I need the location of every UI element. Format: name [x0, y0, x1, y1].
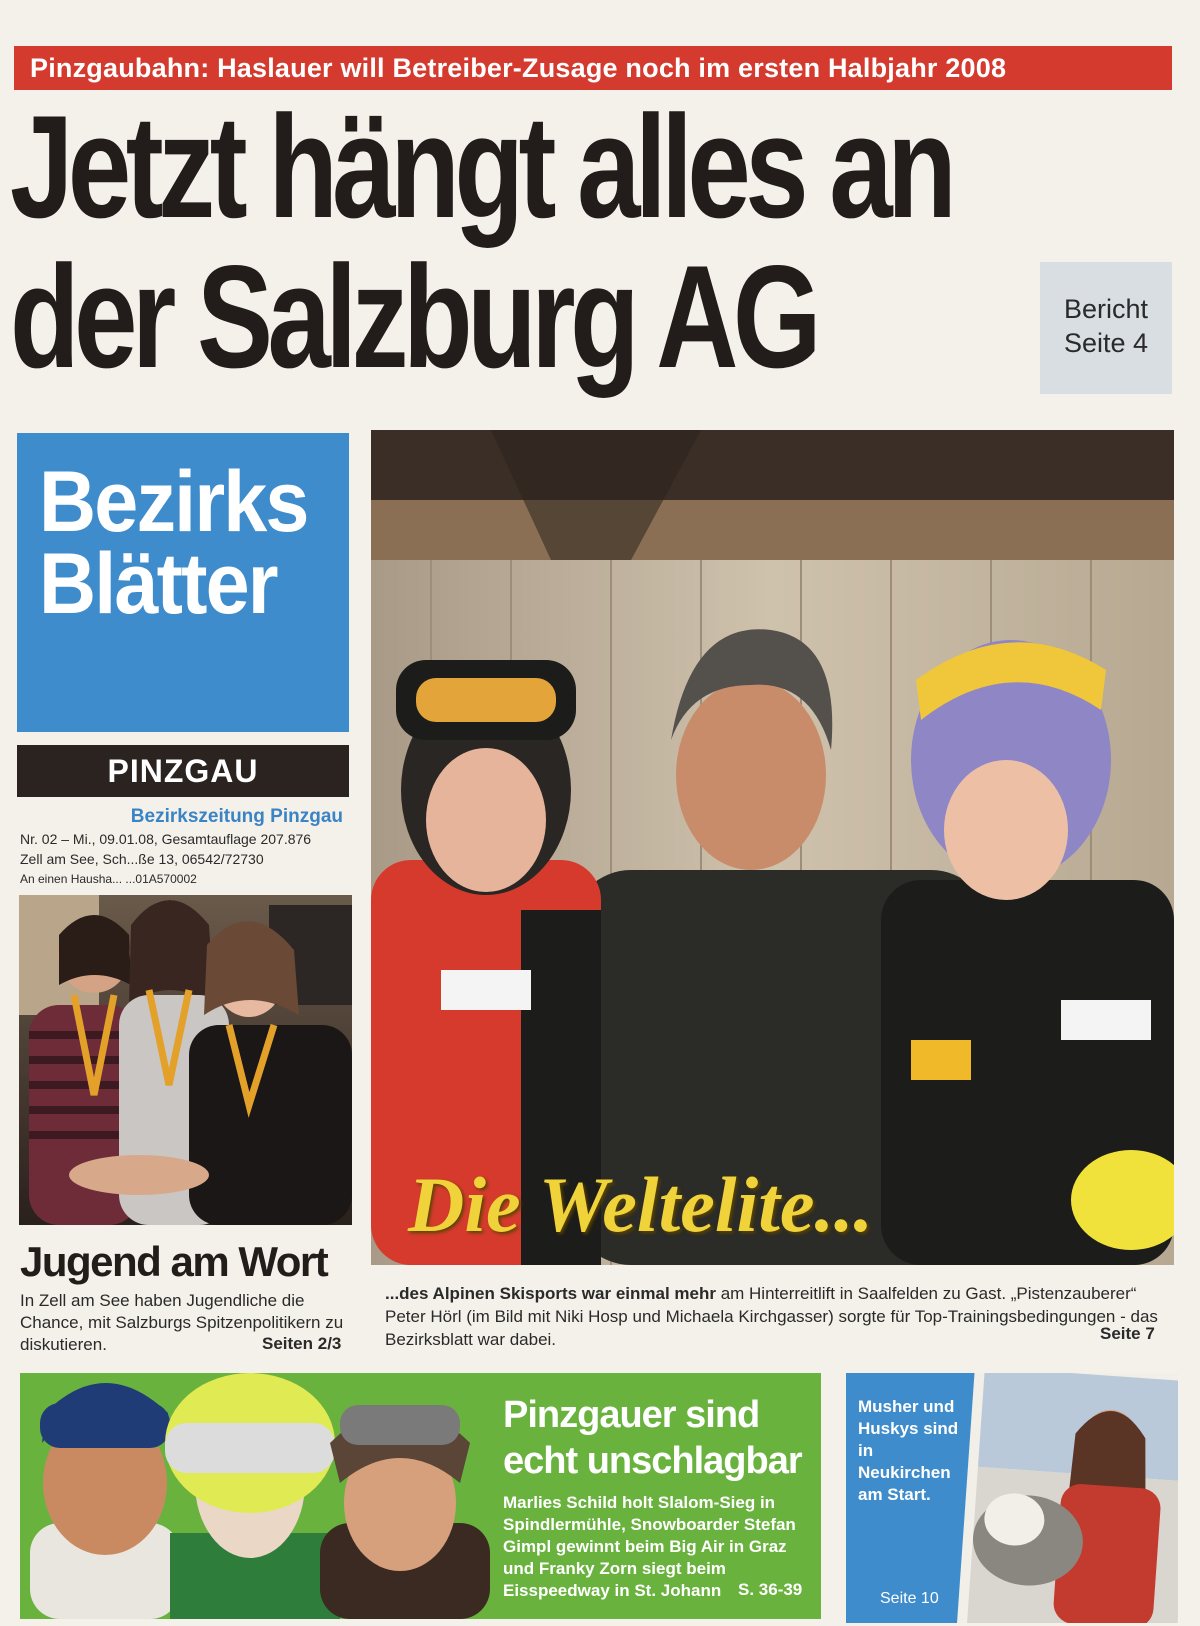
report-reference-box — [1040, 262, 1172, 394]
caption-lead: ...des Alpinen Skisports war einmal mehr — [385, 1284, 716, 1303]
youth-photo — [19, 895, 352, 1225]
caption-text: am Hinterreitlift in Saalfelden zu Gast. „Pistenzauberer“ Peter Hörl (im Bild mit Niki Hosp und Michaela Kirchgasser) sorgte für Top-Trainingsbedingungen - das Bezirksblatt war dabei. — [385, 1284, 1158, 1349]
imprint-line-2: Zell am See, Sch...ße 13, 06542/72730 — [20, 851, 264, 867]
sports-page-ref: S. 36-39 — [738, 1580, 803, 1599]
photo-title: Die Weltelite... — [408, 1161, 873, 1248]
main-caption — [385, 1282, 1169, 1351]
sports-headline-line-1: Pinzgauer sind — [503, 1394, 760, 1436]
imprint-line-1: Nr. 02 – Mi., 09.01.08, Gesamtauflage 207.876 — [20, 831, 312, 847]
youth-headline: Jugend am Wort — [20, 1238, 328, 1285]
husky-text: Musher und Huskys sind in Neukirchen am Start. — [858, 1397, 959, 1504]
sports-text: Marlies Schild holt Slalom-Sieg in Spindlermühle, Snowboarder Stefan Gimpl gewinnt beim Big Air in Graz und Franky Zorn siegt beim Eisspeedway in St. Johann — [503, 1493, 796, 1600]
headline-line-2: der Salzburg AG — [10, 235, 817, 398]
report-ref-line-1: Bericht — [1063, 294, 1149, 324]
youth-text: In Zell am See haben Jugendliche die Chance, mit Salzburgs Spitzenpolitikern zu diskutieren. — [20, 1291, 344, 1354]
main-photo-image — [371, 430, 1174, 1265]
kicker-bar: Pinzgaubahn: Haslauer will Betreiber-Zusage noch im ersten Halbjahr 2008 — [14, 46, 1172, 90]
husky-page-ref: Seite 10 — [880, 1590, 939, 1607]
headline-line-1: Jetzt hängt alles an — [10, 85, 952, 248]
main-headline — [10, 85, 952, 398]
youth-photo-image — [19, 895, 352, 1225]
main-photo — [371, 430, 1174, 1265]
youth-page-ref: Seiten 2/3 — [262, 1334, 342, 1353]
sports-headline — [503, 1392, 802, 1484]
masthead-line-2: Blätter — [39, 536, 277, 632]
main-page-ref: Seite 7 — [1100, 1324, 1155, 1343]
sports-headline-line-2: echt unschlagbar — [503, 1440, 802, 1482]
imprint-line-3: An einen Hausha... ...01A570002 — [20, 872, 197, 886]
masthead-line-1: Bezirks — [39, 454, 308, 550]
report-ref-line-2: Seite 4 — [1063, 328, 1149, 358]
masthead-logo — [17, 433, 349, 732]
imprint-title: Bezirkszeitung Pinzgau — [130, 806, 343, 827]
region-bar: PINZGAU — [17, 745, 349, 797]
